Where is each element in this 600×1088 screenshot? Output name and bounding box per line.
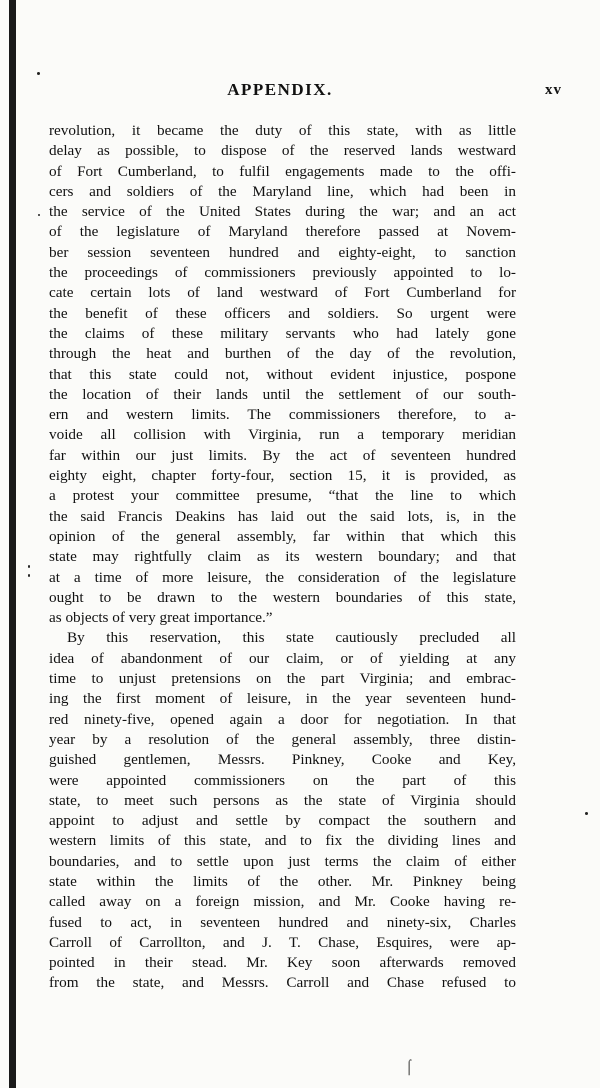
text-line: state may rightfully claim as its western boundary; and that [49,548,516,566]
text-line: far within our just limits. By the act of seventeen hundred [49,446,516,464]
text-line: a protest your committee presume, “that the line to which [49,487,516,505]
text-line: through the heat and burthen of the day of the revolution, [49,345,516,363]
text-line: fused to act, in seventeen hundred and ninety-six, Charles [49,913,516,931]
text-line: of the legislature of Maryland therefore passed at Novem- [49,223,516,241]
ink-speck [28,565,30,568]
text-line: the said Francis Deakins has laid out the said lots, is, in the [49,507,516,525]
text-line: time to unjust pretensions on the part Virginia; and embrac- [49,670,516,688]
text-line: as objects of very great importance.” [49,609,273,627]
text-line: opinion of the general assembly, far within that which this [49,527,516,545]
text-line: from the state, and Messrs. Carroll and Chase refused to [49,974,516,992]
text-line: pointed in their stead. Mr. Key soon afterwards removed [49,954,516,972]
text-line: called away on a foreign mission, and Mr. Cooke having re- [49,893,516,911]
text-line: idea of abandonment of our claim, or of yielding at any [49,649,516,667]
ink-speck [37,72,40,75]
text-line: eighty eight, chapter forty-four, section 15, it is provided, as [49,467,516,485]
text-line: revolution, it became the duty of this state, with as little [49,122,516,139]
text-line: ing the first moment of leisure, in the year seventeen hund- [49,690,516,708]
text-line: voide all collision with Virginia, run a temporary meridian [49,426,516,444]
text-line: the location of their lands until the settlement of our south- [49,385,516,403]
body-text [49,121,516,994]
text-line: western limits of this state, and to fix the dividing lines and [49,832,516,850]
text-line: cate certain lots of land westward of Fort Cumberland for [49,284,516,302]
text-line: the service of the United States during the war; and an act [49,203,516,221]
text-line: that this state could not, without evident injustice, pospone [49,365,516,383]
text-line: state, to meet such persons as the state of Virginia should [49,791,516,809]
ink-speck [585,812,588,815]
text-line: ber session seventeen hundred and eighty-eight, to sanction [49,243,516,261]
text-line: cers and soldiers of the Maryland line, which had been in [49,182,516,200]
text-line: ern and western limits. The commissioners therefore, to a- [49,406,516,424]
page-header [40,80,562,104]
text-line: were appointed commissioners on the part of this [49,771,516,789]
text-line: Carroll of Carrollton, and J. T. Chase, Esquires, were ap- [49,933,516,951]
text-line: year by a resolution of the general assembly, three distin- [49,730,516,748]
text-line: ought to be drawn to the western boundaries of this state, [49,588,516,606]
page-binding-edge [9,0,16,1088]
text-line: red ninety-five, opened again a door for negotiation. In that [49,710,516,728]
ink-speck [28,574,30,577]
text-line: the claims of these military servants who had lately gone [49,324,516,342]
text-line: guished gentlemen, Messrs. Pinkney, Cooke and Key, [49,751,516,769]
text-line: state within the limits of the other. Mr. Pinkney being [49,872,516,890]
ink-speck [38,214,40,216]
text-line: appoint to adjust and settle by compact the southern and [49,812,516,830]
text-line: the benefit of these officers and soldiers. So urgent were [49,304,516,322]
text-line: delay as possible, to dispose of the reserved lands westward [49,142,516,160]
text-line: the proceedings of commissioners previously appointed to lo- [49,264,516,282]
text-line: of Fort Cumberland, to fulfil engagements made to the offi- [49,162,516,180]
page-number: xv [545,82,562,98]
text-line: at a time of more leisure, the consideration of the legislature [49,568,516,586]
text-line-paragraph-start: By this reservation, this state cautiously precluded all [67,629,516,647]
running-head-title: APPENDIX. [227,80,333,99]
pen-stroke-mark: ⌠ [405,1060,414,1075]
text-line: boundaries, and to settle upon just terms the claim of either [49,852,516,870]
